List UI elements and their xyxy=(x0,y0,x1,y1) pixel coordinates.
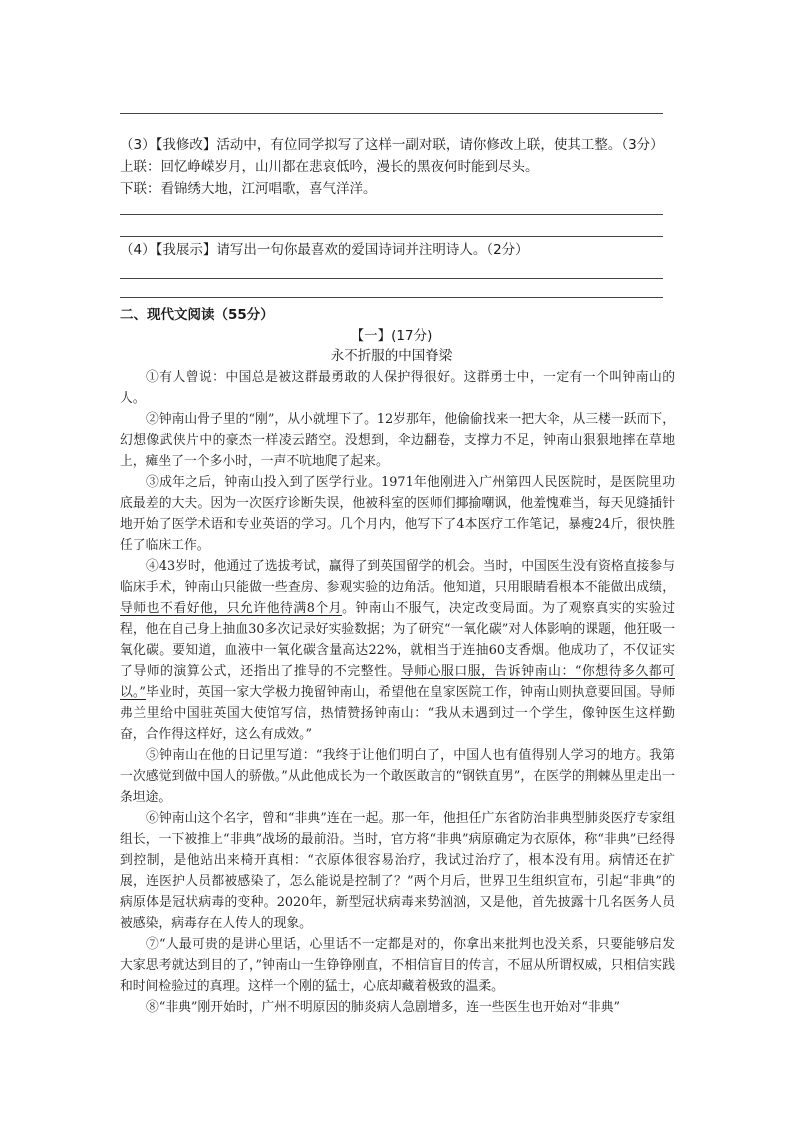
paragraph-1: ①有人曾说：中国总是被这群最勇敢的人保护得很好。这群勇士中，一定有一个叫钟南山的人。 xyxy=(120,370,675,406)
answer-line[interactable] xyxy=(120,236,663,237)
paragraph-7: ⑦“人最可贵的是讲心里话，心里话不一定都是对的，你拿出来批判也没关系，只要能够启发大家思考就达到目的了，”钟南山一生铮铮刚直，不相信盲目的传言，不屈从所谓权威，只相信实践和时间检验过的真理。这样一个刚的猛士，心底却藏着极致的温柔。 xyxy=(120,937,675,994)
part-label: 【一】(17分) xyxy=(350,328,433,344)
answer-line[interactable] xyxy=(120,113,663,114)
q4-prompt: （4）【我展示】请写出一句你最喜欢的爱国诗词并注明诗人。（2分） xyxy=(120,242,529,258)
paragraph-8: ⑧“非典”刚开始时，广州不明原因的肺炎病人急剧增多，连一些医生也开始对“非典” xyxy=(146,1000,621,1015)
article-body xyxy=(120,367,675,1018)
paragraph-2: ②钟南山骨子里的“刚”，从小就埋下了。12岁那年，他偷偷找来一把大伞，从三楼一跃而下，幻想像武侠片中的豪杰一样凌云踏空。没想到，伞边翻卷，支撑力不足，钟南山狠狠地摔在草地上，瘫坐了一个多小时，一声不吭地爬了起来。 xyxy=(120,412,675,469)
couplet-lower: 下联：看锦绣大地，江河唱歌，喜气洋洋。 xyxy=(120,181,377,197)
answer-line[interactable] xyxy=(120,278,663,279)
paragraph-4 xyxy=(120,556,675,745)
article-title: 永不折服的中国脊梁 xyxy=(330,348,453,364)
underlined-sentence-2: 导师心服口服，告诉钟南山：“你想待多久都可以。” xyxy=(120,664,676,700)
paragraph-5: ⑤钟南山在他的日记里写道：“我终于让他们明白了，中国人也有值得别人学习的地方。我第一次感觉到做中国人的骄傲。”从此他成长为一个敢医敢言的“钢铁直男”，在医学的荆棘丛里走出一条坦途。 xyxy=(120,748,675,805)
paragraph-4-text: ④43岁时，他通过了选拔考试，赢得了到英国留学的机会。当时，中国医生没有资格直接参与临床手术，钟南山只能做一些查房、参观实验的边角活。他知道，只用眼睛看根本不能做出成绩， xyxy=(120,559,675,595)
paragraph-4-text: 毕业时，英国一家大学极力挽留钟南山，希望他在皇家医院工作，钟南山则执意要回国。导师弗兰里给中国驻英国大使馆写信，热情赞扬钟南山：“我从未遇到过一个学生，像钟医生这样勤奋，合作得这样好，这么有成效。” xyxy=(120,685,675,742)
paragraph-3: ③成年之后，钟南山投入到了医学行业。1971年他刚进入广州第四人民医院时，是医院里功底最差的大夫。因为一次医疗诊断失误，他被科室的医师们揶揄嘲讽，他羞愧难当，每天见缝插针地开始了医学术语和专业英语的学习。几个月内，他写下了4本医疗工作笔记，暴瘦24斤，很快胜任了临床工作。 xyxy=(120,475,675,553)
paragraph-4-text: 。钟南山不服气，决定改变局面。为了观察真实的实验过程，他在自己身上抽血30多次记录好实验数据；为了研究“一氧化碳”对人体影响的课题，他狂吸一氧化碳。要知道，血液中一氧化碳含量高达22%，就相当于连抽60支香烟。他成功了，不仅证实了导师的演算公式，还指出了推导的不完整性。 xyxy=(120,601,675,679)
q3-prompt: （3）【我修改】活动中，有位同学拟写了这样一副对联，请你修改上联，使其工整。（3分） xyxy=(120,137,664,153)
answer-line[interactable] xyxy=(120,297,663,298)
paragraph-6: ⑥钟南山这个名字，曾和“非典”连在一起。那一年，他担任广东省防治非典型肺炎医疗专家组组长，一下被推上“非典”战场的最前沿。当时，官方将“非典”病原确定为衣原体，称“非典”已经得到控制，是他站出来椅开真相：“衣原体很容易治疗，我试过治疗了，根本没有用。病情还在扩展，连医护人员都被感染了，怎么能说是控制了？”两个月后，世界卫生组织宣布，引起“非典”的病原体是冠状病毒的变种。2020年，新型冠状病毒来势汹汹，又是他，首先披露十几名医务人员被感染，病毒存在人传人的现象。 xyxy=(120,811,675,931)
couplet-upper: 上联：回忆峥嵘岁月，山川都在悲哀低吟，漫长的黑夜何时能到尽头。 xyxy=(120,159,539,175)
section-title: 二、现代文阅读（55分） xyxy=(120,307,274,323)
answer-line[interactable] xyxy=(120,214,663,215)
underlined-sentence-1: 导师也不看好他，只允许他待满8个月 xyxy=(120,601,343,616)
